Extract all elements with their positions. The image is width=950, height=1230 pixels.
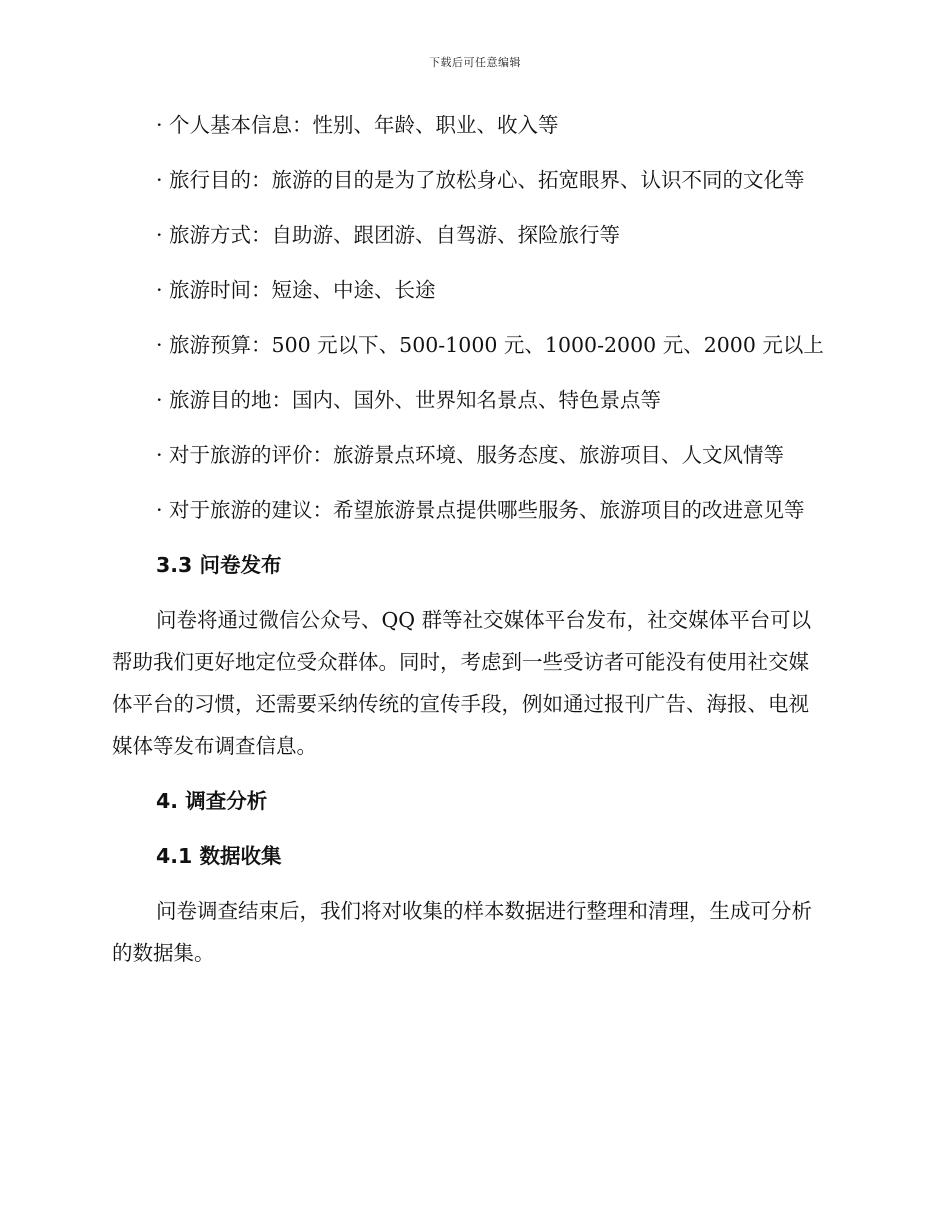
bullet-travel-mode: · 旅游方式：自助游、跟团游、自驾游、探险旅行等 <box>156 223 621 247</box>
bullet-travel-destination: · 旅游目的地：国内、国外、世界知名景点、特色景点等 <box>156 388 662 412</box>
bullet-travel-evaluation: · 对于旅游的评价：旅游景点环境、服务态度、旅游项目、人文风情等 <box>156 443 785 467</box>
bullet-travel-budget: · 旅游预算：500 元以下、500-1000 元、1000-2000 元、2000 元以上 <box>156 333 824 357</box>
heading-4-1: 4.1 数据收集 <box>156 844 282 868</box>
bullet-travel-duration: · 旅游时间：短途、中途、长途 <box>156 278 436 302</box>
page-header: 下载后可任意编辑 <box>429 56 521 69</box>
heading-4: 4. 调查分析 <box>156 789 268 813</box>
heading-3-3: 3.3 问卷发布 <box>156 553 282 577</box>
document-body <box>112 104 828 987</box>
paragraph-3-3: 问卷将通过微信公众号、QQ 群等社交媒体平台发布，社交媒体平台可以帮助我们更好地定位受众群体。同时，考虑到一些受访者可能没有使用社交媒体平台的习惯，还需要采纳传统的宣传手段，例如通过报刊广告、海报、电视媒体等发布调查信息。 <box>112 608 812 758</box>
bullet-personal-info: · 个人基本信息：性别、年龄、职业、收入等 <box>156 113 559 137</box>
bullet-travel-suggestions: · 对于旅游的建议：希望旅游景点提供哪些服务、旅游项目的改进意见等 <box>156 498 805 522</box>
paragraph-4-1: 问卷调查结束后，我们将对收集的样本数据进行整理和清理，生成可分析的数据集。 <box>112 899 812 965</box>
bullet-travel-purpose: · 旅行目的：旅游的目的是为了放松身心、拓宽眼界、认识不同的文化等 <box>156 168 805 192</box>
